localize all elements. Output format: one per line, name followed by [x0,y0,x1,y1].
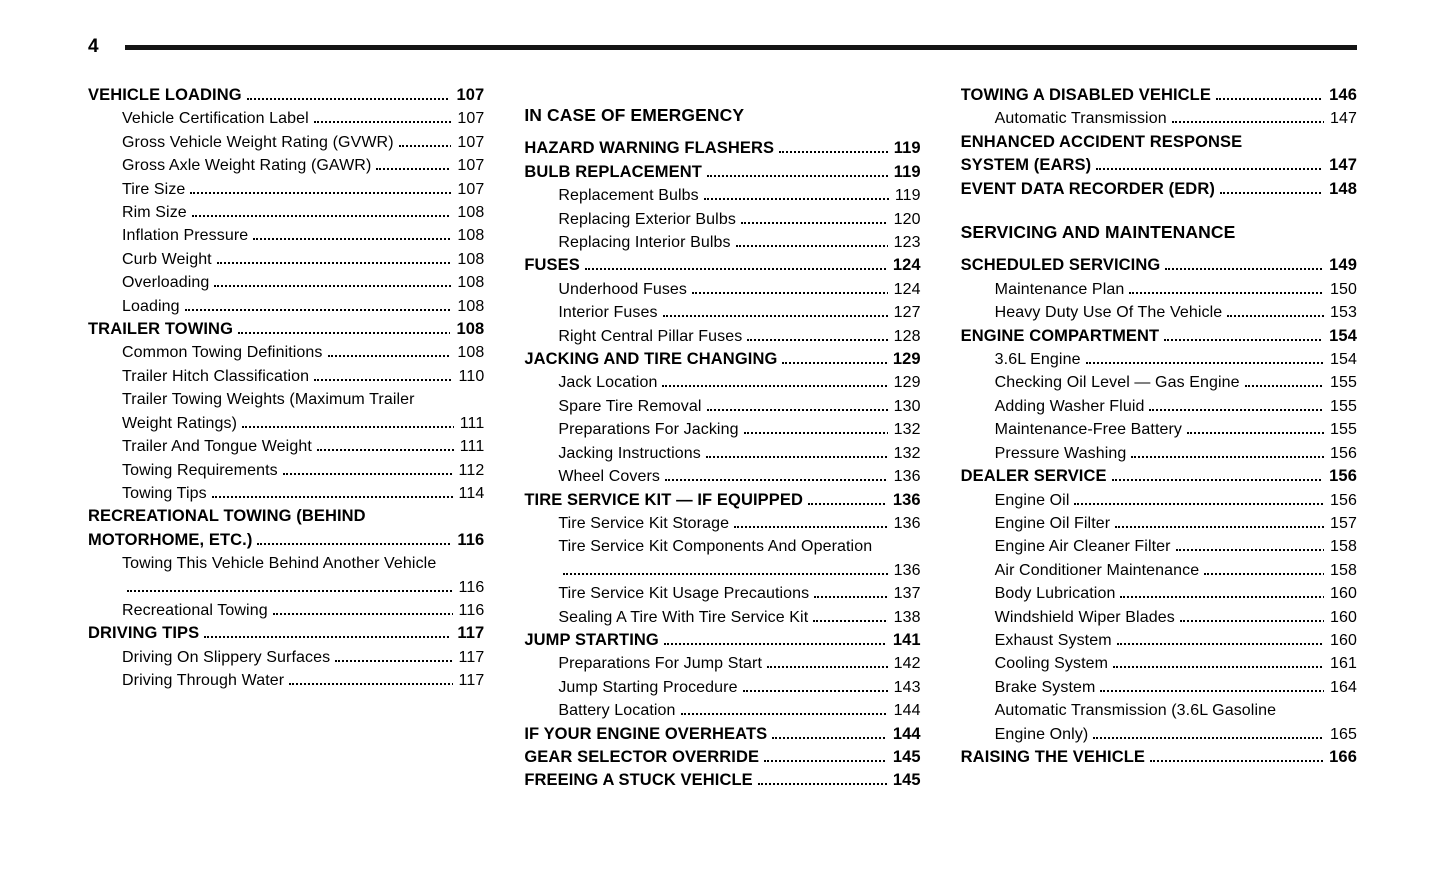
toc-entry-page: 129 [887,348,921,371]
toc-entry[interactable] [524,489,920,512]
toc-entry-label: JUMP STARTING [524,630,659,649]
dot-leader [662,377,920,388]
toc-entry-label: Trailer Hitch Classification [122,367,310,385]
toc-entry-label: Automatic Transmission (3.6L Gasoline Engine Only) [994,702,1277,743]
toc-entry-page: 132 [888,418,921,441]
toc-entry-label: TRAILER TOWING [88,320,234,339]
toc-entry[interactable] [524,629,920,652]
toc-entry-label: Adding Washer Fluid [994,397,1145,415]
toc-entry-label: Rim Size [122,204,187,222]
toc-entry-page: 124 [887,254,921,277]
toc-entry[interactable] [88,107,484,130]
toc-entry-label: Heavy Duty Use Of The Vehicle [994,304,1223,322]
toc-entry-page: 155 [1324,371,1357,394]
toc-entry-page: 147 [1324,107,1357,130]
toc-entry[interactable] [524,184,920,207]
toc-column-1 [88,84,484,793]
dot-leader [692,283,921,294]
toc-entry[interactable] [88,248,484,271]
toc-entry[interactable] [524,512,920,535]
toc-entry-page: 145 [887,769,921,792]
toc-entry-label: Jacking Instructions [558,444,701,462]
toc-entry-page: 154 [1323,325,1357,348]
dot-leader [1096,159,1357,170]
toc-entry[interactable] [88,84,484,107]
toc-entry-label: Wheel Covers [558,468,661,486]
toc-entry-label: TOWING A DISABLED VEHICLE [960,86,1211,104]
toc-entry-page: 154 [1324,348,1357,371]
header-rule [125,45,1357,50]
toc-entry-label: EVENT DATA RECORDER (EDR) [960,179,1215,198]
dot-leader [204,627,484,638]
toc-entry-page: 110 [453,365,485,388]
dot-leader [1115,517,1357,528]
toc-entry-page: 147 [1323,154,1357,177]
toc-section-header [524,104,920,127]
toc-entry-label: JACKING AND TIRE CHANGING [524,350,778,369]
toc-entry-page: 116 [451,529,484,552]
toc-entry-page: 158 [1324,559,1357,582]
toc-entry[interactable] [961,535,1357,558]
toc-entry-label: VEHICLE LOADING [88,86,242,104]
toc-entry[interactable] [524,418,920,441]
page-number: 4 [88,36,99,57]
toc-entry[interactable] [961,652,1357,675]
toc-entry-page: 108 [451,271,484,294]
toc-entry-page: 117 [451,622,484,645]
toc-entry[interactable] [88,459,484,482]
toc-entry-label: Trailer And Tongue Weight [122,438,312,456]
toc-entry[interactable] [961,465,1357,488]
toc-entry-page: 136 [888,465,921,488]
dot-leader [1112,470,1357,481]
dot-leader [212,487,485,498]
toc-entry[interactable] [524,465,920,488]
toc-entry-label: Replacing Interior Bulbs [558,234,731,252]
dot-leader [665,470,921,481]
toc-entry-page: 123 [888,231,921,254]
toc-entry[interactable] [88,131,484,154]
toc-entry-page: 164 [1324,676,1357,699]
toc-entry-label: Spare Tire Removal [558,397,702,415]
toc-entry-label: RAISING THE VEHICLE [960,747,1145,766]
toc-entry-label: SCHEDULED SERVICING [960,256,1161,275]
toc-entry-page: 127 [888,301,921,324]
dot-leader [1074,494,1357,505]
toc-entry[interactable] [88,295,484,318]
toc-entry[interactable] [961,442,1357,465]
dot-leader [253,230,484,241]
toc-entry-page: 136 [888,559,921,582]
toc-entry[interactable] [524,582,920,605]
toc-entry-label: Maintenance Plan [994,280,1125,298]
toc-entry-label: Driving Through Water [122,672,285,690]
dot-leader [563,564,920,575]
toc-entry[interactable] [961,418,1357,441]
toc-columns [88,84,1357,793]
toc-entry-label: Tire Service Kit Components And Operation [558,538,873,556]
toc-entry-label: Driving On Slippery Surfaces [122,648,331,666]
toc-entry-label: Common Towing Definitions [122,344,323,362]
toc-entry-label: FREEING A STUCK VEHICLE [524,771,753,790]
toc-entry[interactable] [961,84,1357,107]
toc-entry-label: Inflation Pressure [122,227,249,245]
toc-entry-page: 160 [1324,606,1357,629]
toc-entry[interactable] [88,622,484,645]
toc-entry-page: 144 [887,723,921,746]
toc-entry[interactable] [524,231,920,254]
toc-entry-label: GEAR SELECTOR OVERRIDE [524,747,760,766]
toc-entry-label: Towing Requirements [122,461,278,479]
toc-entry[interactable] [524,395,920,418]
toc-entry-label: Pressure Washing [994,444,1127,462]
toc-entry[interactable] [88,224,484,247]
toc-entry-page: 108 [451,295,484,318]
toc-entry-label: Towing Tips [122,484,207,502]
toc-entry-page: 108 [451,248,484,271]
toc-entry[interactable] [961,676,1357,699]
toc-entry[interactable] [88,599,484,622]
toc-entry-label: Body Lubrication [994,585,1116,603]
toc-entry-page: 148 [1323,178,1357,201]
dot-leader [238,323,484,334]
toc-entry[interactable] [88,435,484,458]
toc-entry-label: RECREATIONAL TOWING (BEHIND MOTORHOME, ETC.) [88,507,366,549]
toc-entry[interactable] [961,629,1357,652]
toc-entry[interactable] [961,489,1357,512]
toc-entry-label: Gross Vehicle Weight Rating (GVWR) [122,133,394,151]
toc-entry-label: Recreational Towing [122,601,268,619]
toc-entry-label: Tire Service Kit Usage Precautions [558,585,810,603]
toc-entry-page: 129 [888,371,921,394]
toc-entry-page: 150 [1324,278,1357,301]
toc-entry[interactable] [88,388,484,435]
toc-entry-label: Sealing A Tire With Tire Service Kit [558,608,809,626]
toc-entry[interactable] [961,254,1357,277]
page-header [88,36,1357,58]
toc-entry[interactable] [524,535,920,582]
toc-entry-page: 161 [1324,652,1357,675]
toc-entry-label: Maintenance-Free Battery [994,421,1183,439]
toc-entry-label: HAZARD WARNING FLASHERS [524,139,775,158]
dot-leader [190,183,484,194]
toc-entry-label: Brake System [994,678,1096,696]
toc-entry[interactable] [88,271,484,294]
toc-entry[interactable] [961,582,1357,605]
toc-entry-page: 160 [1324,582,1357,605]
toc-entry-label: IN CASE OF EMERGENCY [524,105,745,125]
toc-entry-label: Preparations For Jacking [558,421,739,439]
toc-entry[interactable] [961,301,1357,324]
toc-entry-page: 117 [453,646,485,669]
toc-entry-page: 156 [1323,465,1357,488]
dot-leader [185,300,485,311]
toc-entry-label: 3.6L Engine [994,351,1081,369]
toc-entry-page: 107 [451,178,484,201]
toc-entry-label: Trailer Towing Weights (Maximum Trailer Weight Ratings) [122,391,415,432]
dot-leader [1100,681,1357,692]
toc-entry-page: 107 [451,131,484,154]
dot-leader [585,259,921,270]
dot-leader [127,581,484,592]
toc-entry-label: ENHANCED ACCIDENT RESPONSE SYSTEM (EARS) [960,132,1243,175]
toc-entry-page: 108 [451,201,484,224]
dot-leader [242,417,484,428]
toc-entry-page: 165 [1324,723,1357,746]
toc-entry-label: Exhaust System [994,631,1112,649]
toc-entry-page: 119 [888,137,921,160]
toc-entry-page: 160 [1324,629,1357,652]
toc-entry-page: 108 [451,341,484,364]
toc-entry-label: Tire Size [122,180,186,198]
toc-entry-label: Underhood Fuses [558,280,688,298]
dot-leader [664,634,921,645]
toc-entry-page: 155 [1324,418,1357,441]
toc-entry[interactable] [961,278,1357,301]
toc-entry-page: 158 [1324,535,1357,558]
toc-entry-label: ENGINE COMPARTMENT [960,326,1160,345]
toc-entry[interactable] [88,646,484,669]
toc-entry[interactable] [961,325,1357,348]
toc-entry-page: 107 [450,84,484,107]
toc-entry-label: DRIVING TIPS [88,624,200,643]
toc-entry-label: TIRE SERVICE KIT — IF EQUIPPED [524,490,803,509]
toc-entry-label: Engine Air Cleaner Filter [994,538,1171,556]
toc-entry-label: Replacement Bulbs [558,187,699,205]
toc-entry-page: 155 [1324,395,1357,418]
toc-entry-page: 146 [1323,84,1357,107]
dot-leader [1093,728,1357,739]
toc-entry-page: 144 [888,699,921,722]
toc-entry-page: 108 [450,318,484,341]
toc-entry[interactable] [524,699,920,722]
toc-entry-label: Jack Location [558,374,658,392]
toc-column-2 [524,84,920,793]
toc-entry[interactable] [524,442,920,465]
toc-entry-label: FUSES [524,256,580,275]
toc-entry[interactable] [88,482,484,505]
toc-entry-label: Preparations For Jump Start [558,655,762,673]
dot-leader [1086,353,1357,364]
toc-entry-label: Overloading [122,274,210,292]
dot-leader [257,534,484,545]
toc-entry-page: 116 [453,576,485,599]
toc-entry-page: 116 [453,599,485,622]
toc-entry-page: 132 [888,442,921,465]
toc-entry-page: 114 [453,482,485,505]
dot-leader [1113,657,1357,668]
toc-entry-page: 136 [887,489,921,512]
toc-entry-label: Gross Axle Weight Rating (GAWR) [122,157,372,175]
dot-leader [217,253,485,264]
toc-entry[interactable] [961,348,1357,371]
toc-entry[interactable] [88,552,484,599]
toc-entry-page: 119 [888,161,921,184]
dot-leader [1117,634,1357,645]
toc-entry[interactable] [88,505,484,552]
toc-entry-page: 156 [1324,489,1357,512]
toc-entry[interactable] [524,348,920,371]
toc-entry-page: 111 [454,412,485,435]
toc-entry-page: 138 [888,606,921,629]
toc-entry-page: 108 [451,224,484,247]
toc-entry[interactable] [961,178,1357,201]
toc-entry-page: 124 [888,278,921,301]
toc-entry[interactable] [524,301,920,324]
toc-entry-page: 119 [889,184,921,207]
toc-entry-page: 128 [888,325,921,348]
toc-entry-label: Cooling System [994,655,1109,673]
toc-entry-label: Engine Oil [994,491,1070,509]
toc-entry[interactable] [524,371,920,394]
toc-entry[interactable] [524,208,920,231]
toc-entry[interactable] [961,559,1357,582]
toc-entry-page: 137 [888,582,921,605]
toc-entry-page: 107 [451,154,484,177]
toc-entry-label: Towing This Vehicle Behind Another Vehicle [122,555,437,573]
toc-entry-label: Checking Oil Level — Gas Engine [994,374,1240,392]
dot-leader [1120,587,1357,598]
toc-entry[interactable] [961,107,1357,130]
toc-entry-label: Air Conditioner Maintenance [994,561,1200,579]
toc-entry-page: 143 [888,676,921,699]
toc-entry-label: Replacing Exterior Bulbs [558,210,736,228]
toc-entry[interactable] [88,178,484,201]
dot-leader [192,206,485,217]
toc-entry-page: 166 [1323,746,1357,769]
toc-entry-page: 142 [888,652,921,675]
toc-entry[interactable] [961,746,1357,769]
toc-entry-label: Right Central Pillar Fuses [558,327,743,345]
toc-entry[interactable] [524,746,920,769]
toc-entry-label: Automatic Transmission [994,110,1167,128]
toc-entry-page: 141 [887,629,921,652]
toc-entry-label: Tire Service Kit Storage [558,514,730,532]
toc-entry[interactable] [961,699,1357,746]
toc-entry-label: Curb Weight [122,250,212,268]
toc-entry-page: 112 [453,459,485,482]
toc-entry[interactable] [88,341,484,364]
toc-column-3 [961,84,1357,793]
toc-entry-label: DEALER SERVICE [960,467,1107,486]
toc-entry-label: Jump Starting Procedure [558,678,738,696]
toc-entry[interactable] [88,154,484,177]
toc-entry[interactable] [524,254,920,277]
toc-entry[interactable] [524,278,920,301]
toc-entry[interactable] [88,669,484,692]
toc-entry-page: 149 [1323,254,1357,277]
toc-entry-label: Loading [122,297,180,315]
toc-entry-label: Vehicle Certification Label [122,110,309,128]
toc-entry-page: 145 [887,746,921,769]
dot-leader [681,704,921,715]
toc-entry[interactable] [88,201,484,224]
dot-leader [663,306,921,317]
toc-entry-page: 157 [1324,512,1357,535]
toc-entry[interactable] [524,325,920,348]
toc-entry[interactable] [524,652,920,675]
toc-entry[interactable] [961,371,1357,394]
dot-leader [247,89,485,100]
toc-entry[interactable] [524,137,920,160]
toc-entry-page: 117 [453,669,485,692]
toc-entry[interactable] [524,723,920,746]
toc-entry[interactable] [961,131,1357,178]
toc-entry[interactable] [961,395,1357,418]
toc-entry-label: Interior Fuses [558,304,658,322]
toc-entry-page: 130 [888,395,921,418]
toc-entry-page: 136 [888,512,921,535]
toc-entry-label: SERVICING AND MAINTENANCE [960,222,1236,243]
toc-entry[interactable] [524,606,920,629]
toc-entry-label: Engine Oil Filter [994,514,1111,532]
dot-leader [1129,283,1357,294]
toc-entry[interactable] [524,676,920,699]
toc-entry-page: 111 [454,435,485,458]
toc-entry-label: Battery Location [558,702,676,720]
toc-entry-page: 153 [1324,301,1357,324]
toc-entry[interactable] [961,512,1357,535]
toc-entry[interactable] [88,365,484,388]
toc-entry[interactable] [88,318,484,341]
toc-section-header [961,221,1357,244]
toc-entry-label: IF YOUR ENGINE OVERHEATS [524,724,768,743]
toc-entry-label: BULB REPLACEMENT [524,162,702,181]
toc-entry-label: Windshield Wiper Blades [994,608,1175,626]
toc-entry-page: 156 [1324,442,1357,465]
toc-entry[interactable] [961,606,1357,629]
toc-entry[interactable] [524,161,920,184]
toc-entry[interactable] [524,769,920,792]
toc-entry-page: 107 [451,107,484,130]
dot-leader [214,276,484,287]
toc-entry-page: 120 [888,208,921,231]
